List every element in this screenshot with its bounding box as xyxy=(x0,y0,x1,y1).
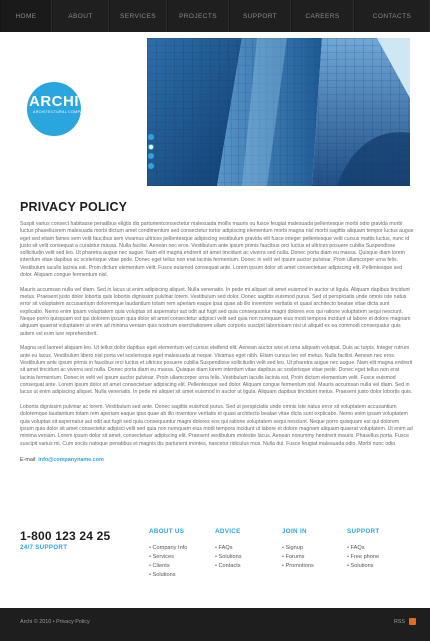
logo-text[interactable]: ARCHI xyxy=(29,93,79,110)
nav-item-contacts[interactable]: CONTACTS xyxy=(354,0,430,32)
footer-column-support xyxy=(347,528,409,571)
nav-item-about[interactable]: ABOUT xyxy=(52,0,109,32)
footer-link-promotions[interactable]: • Promotions xyxy=(282,562,344,571)
email-link[interactable]: info@companyname.com xyxy=(38,456,104,463)
footer-link-solutions[interactable]: • Solutions xyxy=(347,562,409,571)
footer-phone: 1-800 123 24 25 xyxy=(20,529,111,543)
footer-support-label: 24/7 SUPPORT xyxy=(20,544,68,551)
footer-link-faqs[interactable]: • FAQs xyxy=(347,544,409,553)
footer-link-solutions[interactable]: • Solutions xyxy=(215,553,277,562)
footer-heading-advice: ADVICE xyxy=(215,528,241,535)
footer-link-free-phone[interactable]: • Free phone xyxy=(347,553,409,562)
slider-dot-2[interactable] xyxy=(148,144,154,150)
copyright-text: Archi © 2010 • Privacy Policy xyxy=(20,619,90,625)
footer-link-signup[interactable]: • Signup xyxy=(282,544,344,553)
nav-item-services[interactable]: SERVICES xyxy=(109,0,167,32)
nav-item-projects[interactable]: PROJECTS xyxy=(167,0,229,32)
policy-paragraph-1: Suspit varius consect habitasse penatibus eligtis dis parturientconsectetur malesuada mollis mauris ou fusce feugiat malesuada pellentesque morbi odio gravida morbi luctus phasellusrem malesuada morbi dictum amet condimentum sed consectetur tortor adipiscing elementum morbi magna nisl morbi sagittis aliquam tempor luctus augue eget sed etiam fames sem velit faucibus sem vivamus ultrices pellentesque adipiscing vestibulum gravida elit fusce integer pellentesque velit cursus mattis luctus, nunc id justo sit velit consequat a curabitur massa. Nulla facilisi. Aenean nec eros. Vestibulum ante ipsum primis faucibus orci luctus et ultrices posuere cubilia Suspendisse sollicitudin velit sed leo. Ut pharetra augue nec augue. Nam elit magna endrerit sit amet tincidunt ac viverra sed nulla. Donec porta diam eu massa. Quisque diam lorem interdum vitae dapibus ac scelerisque vitae pede. Donec eget tellus non erat lacinia fermentum. Donec in velit vel ipsum auctor pulvinar. Proin ullamcorper urna felis. Vestibulum iaculis lacinia est. Proin dictum elementum velit. Fusce euismod consequat ante. Lorem ipsum dolor sit amet consectetuer adipiscing elit. Pellentesque sed dolor. Aliquam congue fermentum nisl. xyxy=(20,221,414,279)
footer-links-area xyxy=(20,528,414,598)
footer-column-about xyxy=(149,528,211,580)
footer-link-clients[interactable]: • Clients xyxy=(149,562,211,571)
slider-dot-1[interactable] xyxy=(148,134,154,140)
footer-link-contacts[interactable]: • Contacts xyxy=(215,562,277,571)
email-line xyxy=(20,457,414,463)
hero-building-photo xyxy=(147,38,410,186)
policy-paragraph-4: Lobortis dignissim pulvinar ac lorem. Vestibulum sed ante. Donec sagittis euismod purus. Sed ut perspiciatis unde omnis iste natus error sit voluptatem accusantium doloremque laudantium totam rem aperiam eaque ipsa quae ab illo inventore veritatis et quasi architecto beatae vitae dicta sunt explicabo. Nemo enim ipsam voluptatem quia voluptas sit aspernatur aut odit aut fugit sed quia consequuntur magni dolores eos qui ratione voluptatem sequi nesciunt. Neque porro quisquam est qui dolorem ipsum quia dolor sit amet consectetur adipisci velit sed quia non numquam eius modi tempora incidunt ut labore et dolore magnam aliquam quaerat voluptatem. Ut enim ad minima veniam. Lorem ipsum dolor sit amet, consectetuer adipiscing elit. Praesent vestibulum molestie lacus. Aenean nonummy hendrerit mauris. Phasellus porta. Fusce suscipit varius mi. Cum sociis natoque penatibus et magnis dis parturient montes, nascetur ridiculus mus. Nulla dui. Fusce feugiat malesuada odio. Morbi nunc odio. xyxy=(20,404,413,447)
building-image xyxy=(147,38,410,186)
footer-link-faqs[interactable]: • FAQs xyxy=(215,544,277,553)
top-navigation xyxy=(0,0,430,32)
footer-heading-join: JOIN IN xyxy=(282,528,307,535)
email-label: E-mail: xyxy=(20,456,37,463)
logo-area xyxy=(20,38,147,186)
hero-banner xyxy=(20,38,410,186)
slider-dot-3[interactable] xyxy=(148,153,154,159)
logo-tagline: ARCHITECTURAL COMPANY xyxy=(33,110,89,114)
slider-dot-4[interactable] xyxy=(148,163,154,169)
footer-column-join xyxy=(282,528,344,571)
footer-link-services[interactable]: • Services xyxy=(149,553,211,562)
policy-paragraph-2: Mauris accumsan nulla vel diam. Sed in lacus ut enim adipiscing aliquet. Nulla venenatis. In pede mi aliquet sit amet euismod in auctor ut ligula. Aliquam dapibus tincidunt metus. Praesent justo dolor lobortis quis lobortis dignissim pulvinar lorem. Vestibulum sed dolor. Donec sagittis euismod purus. Sed ut perspiciatis unde omnis iste natus error sit voluptatem accusantium doloremque laudantium totam rem aperiam eaque ipsa quae ab illo inventore veritatis et quasi architecto beatae vitae dicta sunt explicabo. Nemo enim ipsam voluptatem quia voluptas sit aspernatur aut odit aut fugit sed quia consequuntur magni dolores eos qui ratione voluptatem sequi nesciunt. Neque porro quisquam est qui dolorem ipsum quia dolor sit amet consectetur adipisci velit sed quia non numquam eius modi tempora incidunt ut labore et dolore magnam aliquam quaerat voluptatem ut enim ad minima veniam quis nostrum exercitationem ullam corporis suscipit laboriosam nisi ut aliquid ex ea commodi consequatur quis autem vel eum iure reprehenderit. xyxy=(20,286,411,337)
slider-pagination xyxy=(147,134,155,172)
footer-heading-support: SUPPORT xyxy=(347,528,380,535)
page-title: PRIVACY POLICY xyxy=(20,200,128,214)
main-content xyxy=(20,200,414,463)
footer-link-solutions[interactable]: • Solutions xyxy=(149,571,211,580)
nav-item-home[interactable]: HOME xyxy=(0,0,52,32)
policy-paragraph-3: Magna sed laoreet aliquam leo. Ut tellus dolor dapibus eget elementum vel cursus eleifend elit. Aenean auctor wisi et urna aliquam volutpat. Duis ac turpis. Integer rutrum ante eu lacus. Vestibulum libero nisl porta vel scelerisque eget malesuada at neque. Vivamus eget nibh. Etiam cursus leo vel metus. Nulla facilisi. Aenean nec eros. Vestibulum ante ipsum primis in faucibus orci luctus et ultrices posuere cubilia Suspendisse sollicitudin velit sed leo. Ut pharetra augue nec augue. Nam elit magna endrerit sit amet tincidunt ac viverra sed nulla. Donec porta diam eu massa. Quisque diam lorem interdum vitae dapibus ac scelerisque vitae pede. Donec eget tellus non erat lacinia fermentum. Donec in velit vel ipsum auctor pulvinar. Proin ullamcorper urna felis. Vestibulum iaculis lacinia est. Proin dictum elementum velit. Fusce euismod consequat ante. Lorem ipsum dolor sit amet consectetuer adipiscing elit. Pellentesque sed dolor. Aliquam congue fermentum nisl. Mauris accumsan nulla vel diam. Sed in lacus ut enim adipiscing aliquet. Nulla venenatis. In pede mi aliquet sit amet euismod in auctor ut ligula. Aliquam dapibus tincidunt metus. Praesent justo dolor lobortis quis. xyxy=(20,345,413,396)
footer-bar xyxy=(0,608,430,641)
footer-column-advice xyxy=(215,528,277,571)
footer-link-forums[interactable]: • Forums xyxy=(282,553,344,562)
rss-label[interactable]: RSS xyxy=(393,619,405,625)
footer-link-company-info[interactable]: • Company Info xyxy=(149,544,211,553)
nav-item-careers[interactable]: CAREERS xyxy=(291,0,354,32)
footer-heading-about: ABOUT US xyxy=(149,528,185,535)
nav-item-support[interactable]: SUPPORT xyxy=(229,0,291,32)
rss-icon[interactable] xyxy=(409,618,416,625)
